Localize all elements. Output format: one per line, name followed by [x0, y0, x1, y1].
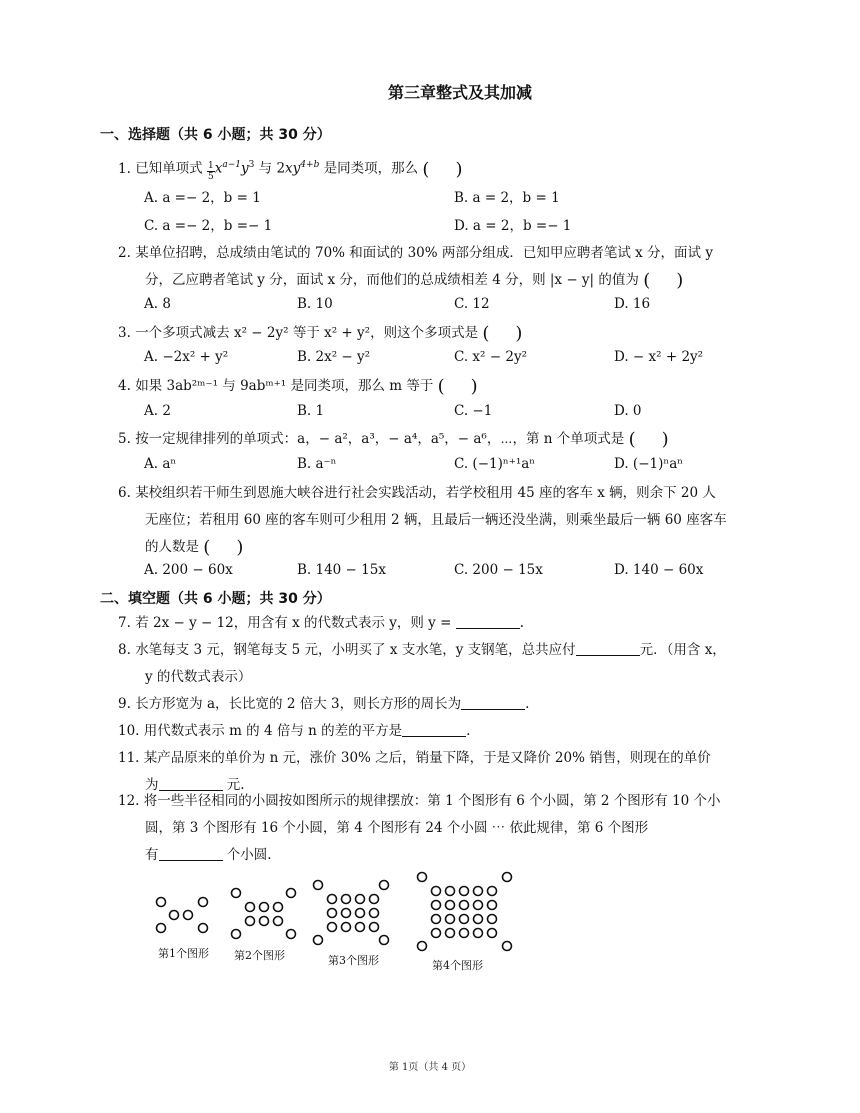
answer-blank [402, 723, 466, 737]
q8-line1-post: 元．（用含 x， [639, 642, 726, 658]
q3-text: 一个多项式减去 x² − 2y² 等于 x² + y²，则这个多项式是 [135, 325, 479, 341]
q8-line2: y 的代数式表示） [145, 669, 252, 685]
option-d: D. 140 − 60x [614, 562, 704, 578]
title-text: 第三章整式及其加减 [387, 83, 532, 102]
q5-options [144, 456, 764, 478]
q1-options-row2 [144, 214, 764, 236]
q1-pre: 已知单项式 [135, 160, 203, 177]
numerator: 1 [207, 160, 214, 171]
q6-options [144, 562, 764, 584]
option-c: C. 12 [454, 296, 490, 312]
option-c: C. x² − 2y² [454, 349, 527, 365]
q2-line1: 某单位招聘，总成绩由笔试的 70% 和面试的 30% 两部分组成．已知甲应聘者笔试 x 分，面试 y [135, 245, 713, 261]
question-number: 3. [118, 325, 131, 341]
question-3 [118, 320, 763, 347]
question-1: 1. 已知单项式 $\frac{1}{5}$ $x^{a-1}y^3$ 与 $2xy^{4+b}$ 是同类项，那么 ( ) [118, 152, 763, 183]
option-c: C. a =− 2，b =− 1 [144, 218, 273, 234]
question-number: 5. [118, 431, 131, 447]
q8-line1-pre: 水笔每支 3 元，钢笔每支 5 元，小明买了 x 支水笔，y 支钢笔，总共应付 [135, 642, 576, 658]
option-b: B. 1 [297, 403, 325, 419]
question-9 [118, 691, 763, 718]
answer-bracket: ( ) [422, 158, 463, 180]
question-number: 10. [118, 723, 140, 739]
circle-pattern-figures [150, 868, 530, 988]
figure-1-circles [157, 898, 208, 933]
option-d: D. a = 2，b =− 1 [454, 218, 572, 234]
figure-2-circles [232, 889, 296, 939]
q6-line3: 的人数是 [145, 539, 199, 555]
question-number: 11. [118, 750, 140, 766]
answer-bracket: ( ) [628, 429, 669, 450]
question-number: 2. [118, 245, 131, 261]
answer-blank [159, 847, 223, 861]
q10-post: . [466, 723, 471, 739]
q9-post: . [525, 696, 530, 712]
option-d: D. 16 [614, 296, 651, 312]
q11-line1: 某产品原来的单价为 n 元，涨价 30% 之后，销量下降，于是又降价 20% 销售，则现在的单价 [143, 750, 711, 766]
option-a: A. 200 − 60x [144, 562, 233, 578]
option-c: C. −1 [454, 403, 493, 419]
q1-options-row1 [144, 186, 764, 208]
question-5 [118, 426, 763, 453]
option-b: B. a⁻ⁿ [297, 456, 337, 472]
figure-4-label: 第4个图形 [432, 959, 483, 972]
answer-blank [456, 615, 520, 629]
q10-pre: 用代数式表示 m 的 4 倍与 n 的差的平方是 [143, 723, 403, 739]
question-4 [118, 373, 763, 400]
option-a: A. −2x² + y² [144, 349, 229, 365]
q2-line2: 分，乙应聘者笔试 y 分，面试 x 分，而他们的总成绩相差 4 分，则 |x − y| 的值为 [145, 272, 639, 288]
q7-post: . [519, 615, 525, 631]
figure-4-circles [418, 873, 512, 951]
question-12 [118, 788, 763, 869]
q11-line2-post: 元. [226, 777, 245, 793]
question-number: 1. [118, 160, 131, 177]
q12-line2: 圆，第 3 个图形有 16 个小圆，第 4 个图形有 24 个小圆 ⋯ 依此规律，第 6 个图形 [145, 820, 649, 836]
question-10 [118, 718, 763, 745]
question-number: 12. [118, 793, 140, 809]
page-footer: 第 1页（共 4 页） [388, 1062, 472, 1073]
question-number: 6. [118, 485, 131, 501]
question-number: 8. [118, 642, 131, 658]
option-c: C. 200 − 15x [454, 562, 543, 578]
q7-pre: 若 2x − y − 12，用含有 x 的代数式表示 y，则 y = [135, 615, 452, 631]
q1-post: 是同类项，那么 [323, 160, 419, 177]
q6-line2: 无座位；若租用 60 座的客车则可少租用 2 辆，且最后一辆还没坐满，则乘坐最后一辆 60 座客车 [145, 512, 727, 528]
figure-3-label: 第3个图形 [328, 954, 379, 967]
answer-blank [461, 696, 525, 710]
option-d: D. − x² + 2y² [614, 349, 704, 365]
q2-options [144, 296, 764, 318]
option-a: A. a =− 2，b = 1 [144, 190, 261, 206]
answer-blank [576, 642, 640, 656]
q12-line3-pre: 有 [145, 847, 159, 863]
option-a: A. aⁿ [144, 456, 177, 472]
q6-line1: 某校组织若干师生到恩施大峡谷进行社会实践活动，若学校租用 45 座的客车 x 辆，则余下 20 人 [135, 485, 716, 501]
question-number: 7. [118, 615, 131, 631]
q5-text: 按一定规律排列的单项式：a，− a²，a³，− a⁴，a⁵，− a⁶，⋯，第 n 个单项式是 [135, 431, 625, 447]
question-7 [118, 610, 763, 637]
answer-bracket: ( ) [203, 537, 244, 558]
option-b: B. 140 − 15x [297, 562, 386, 578]
question-2 [118, 240, 763, 294]
q3-options [144, 349, 764, 371]
option-c: C. (−1)ⁿ⁺¹aⁿ [454, 456, 536, 472]
answer-bracket: ( ) [643, 270, 684, 291]
option-a: A. 8 [144, 296, 171, 312]
q12-line3-post: 个小圆. [226, 847, 272, 863]
answer-bracket: ( ) [437, 376, 478, 397]
q11-line2-pre: 为 [145, 777, 159, 793]
section-choice-heading: 一、选择题（共 6 小题；共 30 分） [100, 127, 331, 143]
section-fill-heading: 二、填空题（共 6 小题；共 30 分） [100, 591, 331, 607]
q4-text: 如果 3ab²ᵐ⁻¹ 与 9abᵐ⁺¹ 是同类项，那么 m 等于 [135, 378, 434, 394]
option-b: B. 10 [297, 296, 333, 312]
option-b: B. 2x² − y² [297, 349, 371, 365]
question-8 [118, 637, 763, 691]
q12-line1: 将一些半径相同的小圆按如图所示的规律摆放：第 1 个图形有 6 个小圆，第 2 个图形有 10 个小 [143, 793, 721, 809]
question-6 [118, 480, 763, 561]
q9-pre: 长方形宽为 a，长比宽的 2 倍大 3，则长方形的周长为 [135, 696, 462, 712]
fraction [207, 161, 215, 182]
option-a: A. 2 [144, 403, 171, 419]
figure-3-circles [314, 881, 389, 945]
option-b: B. a = 2，b = 1 [454, 190, 560, 206]
question-number: 4. [118, 378, 131, 394]
option-d: D. 0 [614, 403, 642, 419]
denominator: 5 [207, 171, 214, 182]
figure-1-label: 第1个图形 [158, 947, 209, 960]
figure-2-label: 第2个图形 [234, 949, 285, 962]
answer-bracket: ( ) [482, 323, 523, 344]
option-d: D. (−1)ⁿaⁿ [614, 456, 684, 472]
question-number: 9. [118, 696, 131, 712]
page-title [0, 80, 860, 103]
q1-mid: 与 [258, 160, 273, 177]
q4-options [144, 403, 764, 425]
